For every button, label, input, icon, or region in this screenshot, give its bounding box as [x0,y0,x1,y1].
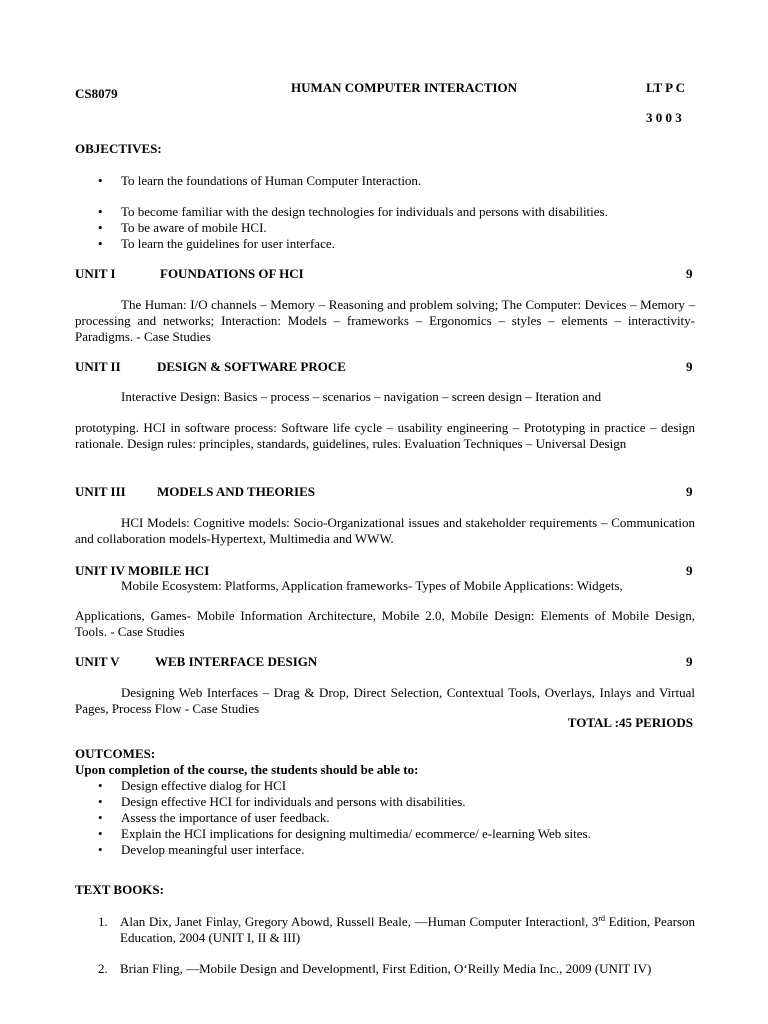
unit-5-hours: 9 [686,654,693,669]
unit-1-number: UNIT I [75,266,116,281]
unit-4-hours: 9 [686,563,693,578]
textbooks-heading: TEXT BOOKS: [75,882,164,897]
objectives-list [75,173,421,189]
unit-4-heading: UNIT IV MOBILE HCI [75,563,210,578]
unit-3-hours: 9 [686,484,693,499]
ltpc-label: LT P C [646,80,686,95]
outcomes-heading: OUTCOMES: [75,746,156,761]
outcomes-list [75,778,591,858]
outcome-item: • Design effective dialog for HCI [75,778,591,794]
outcomes-subheading: Upon completion of the course, the students should be able to: [75,762,419,777]
objectives-heading: OBJECTIVES: [75,141,162,156]
textbook-number: 2. [98,961,108,976]
unit-1-title: FOUNDATIONS OF HCI [160,266,304,281]
total-periods: TOTAL :45 PERIODS [567,715,693,730]
unit-2-title: DESIGN & SOFTWARE PROCE [157,359,346,374]
textbook-item [75,914,695,946]
textbook-text-part: Edition, Pearson Education, 2004 (UNIT I, II & III) [120,914,695,945]
unit-3-content: HCI Models: Cognitive models: Socio-Organizational issues and stakeholder requirements – Communication and collaboration models-Hypertext, Multimedia and WWW. [75,515,695,546]
objective-item: • To learn the guidelines for user interface. [75,236,608,252]
unit-3-title: MODELS AND THEORIES [157,484,315,499]
textbook-number: 1. [98,914,108,929]
unit-4-content-line1: Mobile Ecosystem: Platforms, Application frameworks- Types of Mobile Applications: Widgets, [121,578,623,593]
textbook-text: Brian Fling, ―Mobile Design and Development‖, First Edition, O‘Reilly Media Inc., 2009 (UNIT IV) [120,961,652,976]
unit-1-hours: 9 [686,266,693,281]
unit-2-hours: 9 [686,359,693,374]
course-code: CS8079 [75,86,118,101]
outcome-item: • Explain the HCI implications for designing multimedia/ ecommerce/ e-learning Web sites. [75,826,591,842]
ltpc-values: 3 0 0 3 [646,110,682,125]
unit-5-title: WEB INTERFACE DESIGN [155,654,318,669]
textbook-text [120,914,695,946]
outcome-item: • Design effective HCI for individuals and persons with disabilities. [75,794,591,810]
unit-1-content: The Human: I/O channels – Memory – Reasoning and problem solving; The Computer: Devices – Memory – processing and networks; Interaction: Models – frameworks – Ergonomics – styles – elements – interactivity- Paradigms. - Case Studies [75,297,695,344]
textbook-item [75,961,695,977]
outcome-item: • Assess the importance of user feedback. [75,810,591,826]
course-title: HUMAN COMPUTER INTERACTION [291,80,518,95]
unit-5-number: UNIT V [75,654,120,669]
unit-2-number: UNIT II [75,359,121,374]
textbook-text-part: Alan Dix, Janet Finlay, Gregory Abowd, Russell Beale, ―Human Computer Interaction‖, 3 [120,914,599,929]
unit-2-content: prototyping. HCI in software process: Software life cycle – usability engineering – Prototyping in practice – design rationale. Design rules: principles, standards, guidelines, rules. Evaluation Techniques – Universal Design [75,420,695,451]
objective-item: • To become familiar with the design technologies for individuals and persons with disabilities. [75,204,608,220]
unit-4-content: Applications, Games- Mobile Information Architecture, Mobile 2.0, Mobile Design: Elements of Mobile Design, Tools. - Case Studies [75,608,695,639]
outcome-item: • Develop meaningful user interface. [75,842,591,858]
objective-item: • To be aware of mobile HCI. [75,220,608,236]
unit-3-number: UNIT III [75,484,126,499]
textbook-superscript: rd [598,914,606,923]
unit-2-content-line1: Interactive Design: Basics – process – scenarios – navigation – screen design – Iteration and [121,389,602,404]
unit-5-content: Designing Web Interfaces – Drag & Drop, Direct Selection, Contextual Tools, Overlays, Inlays and Virtual Pages, Process Flow - Case Studies [75,685,695,716]
objectives-list-continued [75,204,608,252]
objective-item: • To learn the foundations of Human Computer Interaction. [75,173,421,189]
